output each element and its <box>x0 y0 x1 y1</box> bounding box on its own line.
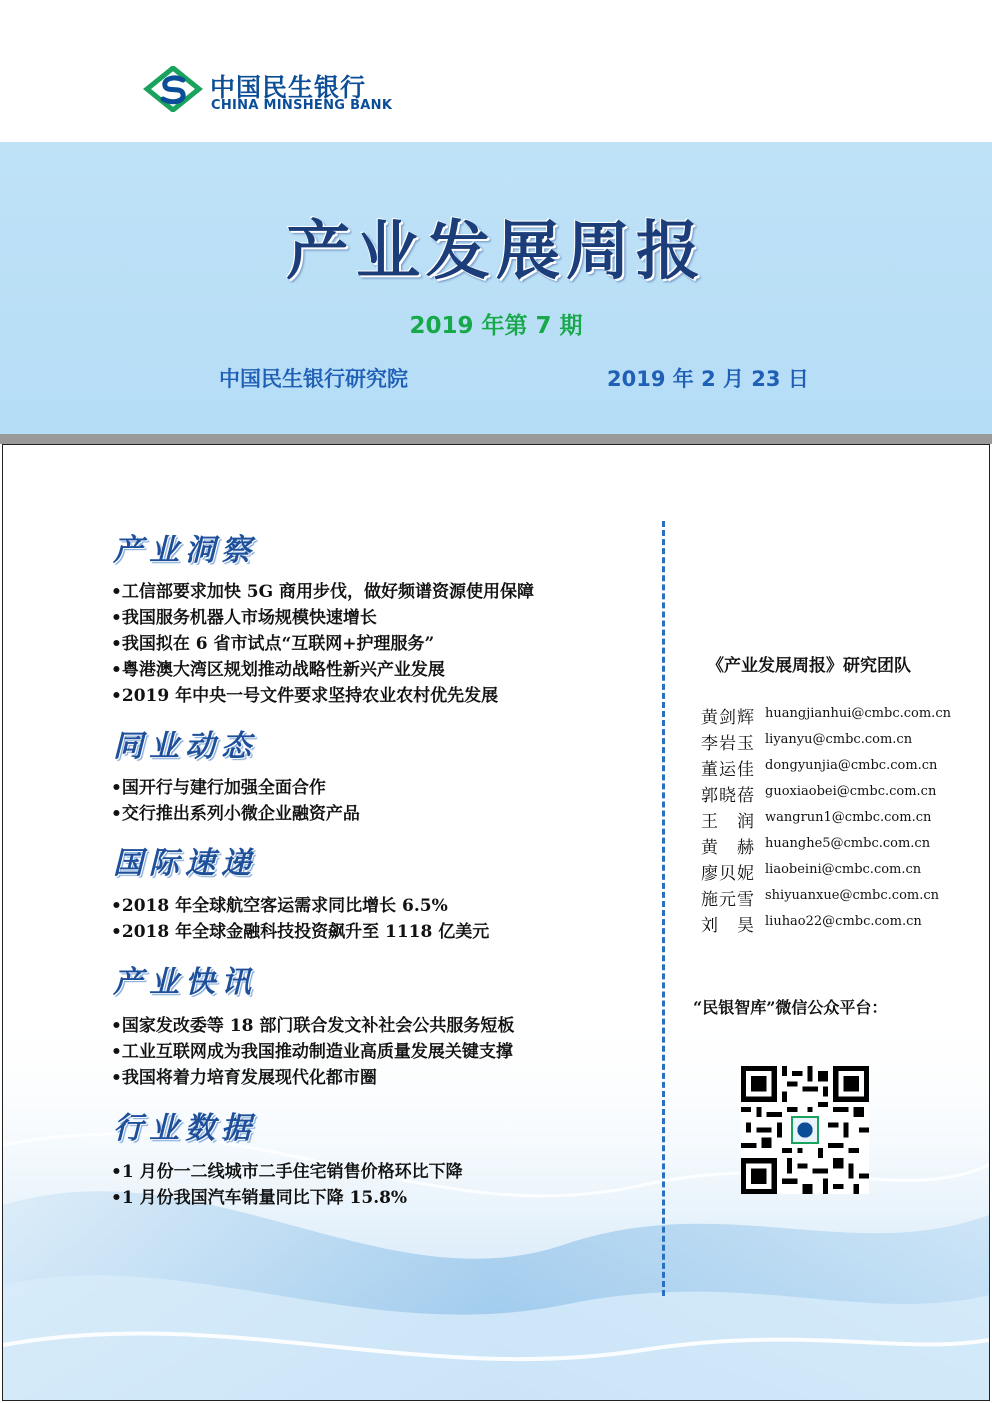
list-item: •工信部要求加快 5G 商用步伐，做好频谱资源使用保障 <box>111 582 535 602</box>
list-item: •我国服务机器人市场规模快速增长 <box>111 608 377 628</box>
publish-date: 2019 年 2 月 23 日 <box>607 367 809 391</box>
member-name: 黄 赫 <box>701 838 755 858</box>
report-title: 产业发展周报 <box>286 214 706 289</box>
bank-name-cn: 中国民生银行 <box>210 73 367 102</box>
list-item: •2018 年全球金融科技投资飙升至 1118 亿美元 <box>111 922 490 942</box>
member-email[interactable]: shiyuanxue@cmbc.com.cn <box>765 888 940 903</box>
team-member <box>701 729 951 753</box>
member-name: 郭晓蓓 <box>701 786 755 806</box>
member-name: 王 润 <box>701 812 755 832</box>
issue-number: 2019 年第 7 期 <box>409 313 583 339</box>
member-name: 李岩玉 <box>701 734 755 754</box>
member-email[interactable]: dongyunjia@cmbc.com.cn <box>765 758 938 773</box>
member-email[interactable]: guoxiaobei@cmbc.com.cn <box>765 784 937 799</box>
team-member <box>701 833 951 857</box>
list-item: •1 月份我国汽车销量同比下降 15.8% <box>111 1188 408 1208</box>
list-item: •粤港澳大湾区规划推动战略性新兴产业发展 <box>111 660 445 680</box>
list-item: •2018 年全球航空客运需求同比增长 6.5% <box>111 896 448 916</box>
section-heading: 产业洞察 <box>113 533 257 568</box>
member-email[interactable]: liuhao22@cmbc.com.cn <box>765 914 922 929</box>
member-name: 黄剑辉 <box>701 708 755 728</box>
section-heading: 产业快讯 <box>113 965 257 1000</box>
member-name: 刘 昊 <box>701 916 755 936</box>
list-item: •交行推出系列小微企业融资产品 <box>111 804 360 824</box>
wechat-label: “民银智库”微信公众平台： <box>693 998 888 1017</box>
team-member <box>701 885 951 909</box>
member-email[interactable]: liaobeini@cmbc.com.cn <box>765 862 922 877</box>
content-panel <box>2 444 990 1401</box>
bank-name-en: CHINA MINSHENG BANK <box>211 98 393 113</box>
member-email[interactable]: huangjianhui@cmbc.com.cn <box>765 706 951 721</box>
banner-divider <box>0 434 992 444</box>
member-email[interactable]: wangrun1@cmbc.com.cn <box>765 810 932 825</box>
team-member <box>701 859 951 883</box>
section-heading: 同业动态 <box>113 729 257 764</box>
page-header <box>0 0 992 142</box>
team-title: 《产业发展周报》研究团队 <box>707 656 911 676</box>
team-member <box>701 807 951 831</box>
list-item: •2019 年中央一号文件要求坚持农业农村优先发展 <box>111 686 499 706</box>
member-name: 廖贝妮 <box>701 864 755 884</box>
team-member <box>701 703 951 727</box>
team-member <box>701 911 951 935</box>
column-divider <box>662 521 665 1296</box>
list-item: •我国将着力培育发展现代化都市圈 <box>111 1068 377 1088</box>
team-member <box>701 755 951 779</box>
member-name: 施元雪 <box>701 890 755 910</box>
list-item: •国家发改委等 18 部门联合发文补社会公共服务短板 <box>111 1016 515 1036</box>
list-item: •工业互联网成为我国推动制造业高质量发展关键支撑 <box>111 1042 513 1062</box>
minsheng-bank-logo-icon <box>143 66 203 112</box>
title-banner <box>0 142 992 434</box>
member-email[interactable]: huanghe5@cmbc.com.cn <box>765 836 931 851</box>
list-item: •我国拟在 6 省市试点“互联网+护理服务” <box>111 634 435 654</box>
list-item: •1 月份一二线城市二手住宅销售价格环比下降 <box>111 1162 463 1182</box>
team-member <box>701 781 951 805</box>
list-item: •国开行与建行加强全面合作 <box>111 778 326 798</box>
institute-name: 中国民生银行研究院 <box>219 367 408 391</box>
member-email[interactable]: liyanyu@cmbc.com.cn <box>765 732 913 747</box>
member-name: 董运佳 <box>701 760 755 780</box>
section-heading: 国际速递 <box>113 846 257 881</box>
section-heading: 行业数据 <box>113 1111 257 1146</box>
wechat-qr-code-icon <box>741 1066 869 1194</box>
